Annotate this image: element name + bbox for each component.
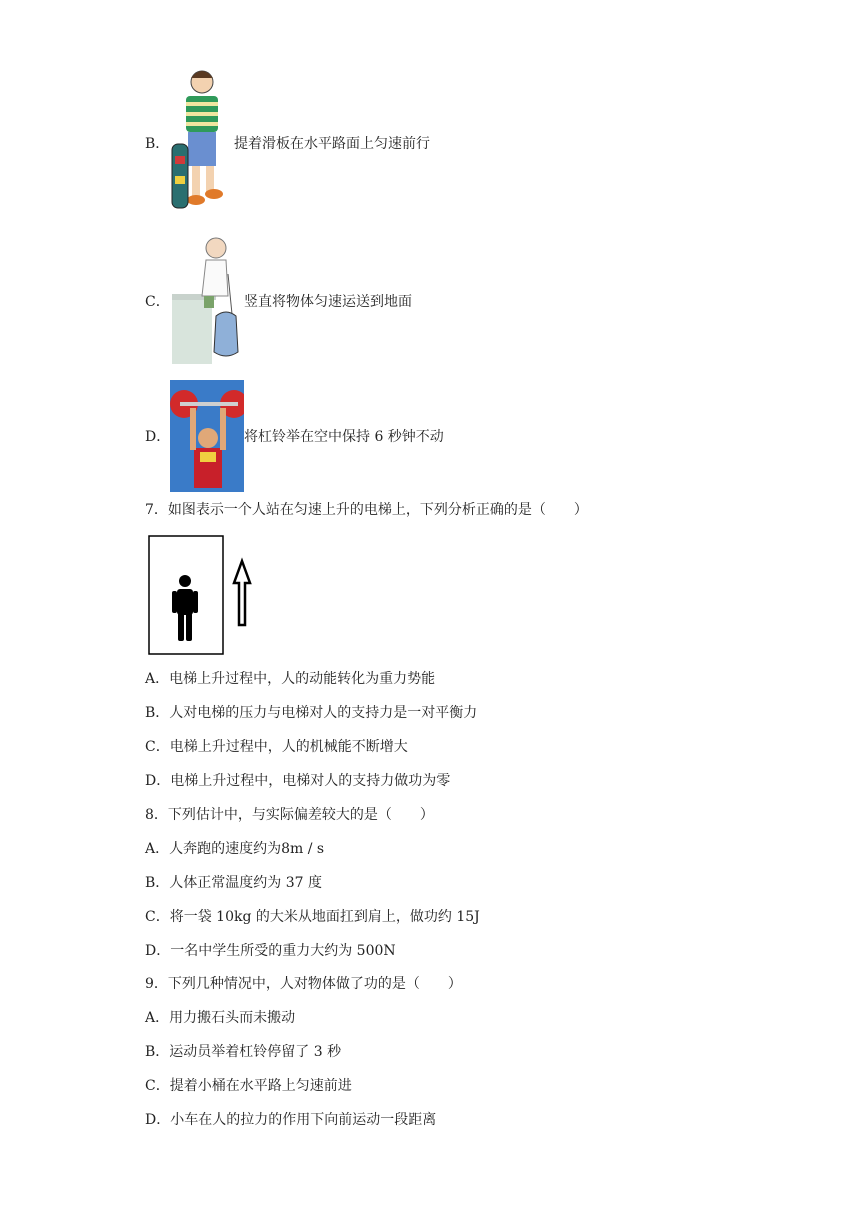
option-d: D．一名中学生所受的重力大约为 500N	[145, 943, 396, 959]
option-b: B．人体正常温度约为 37 度	[145, 875, 323, 891]
option-a: A．用力搬石头而未搬动	[145, 1010, 296, 1026]
elevator-figure	[148, 535, 258, 657]
option-c: C．将一袋 10kg 的大米从地面扛到肩上，做功约 15J	[145, 909, 480, 925]
up-arrow-icon	[234, 561, 250, 625]
option-text: 提着滑板在水平路面上匀速前行	[234, 136, 430, 152]
option-d: D．小车在人的拉力的作用下向前运动一段距离	[145, 1112, 437, 1128]
option-d: D．电梯上升过程中，电梯对人的支持力做功为零	[145, 773, 451, 789]
option-a: A．人奔跑的速度约为8m / s	[145, 841, 325, 857]
option-text: 竖直将物体匀速运送到地面	[244, 294, 412, 310]
option-label: C．	[145, 294, 170, 310]
question-stem: 8．下列估计中，与实际偏差较大的是（ ）	[145, 807, 434, 823]
option-label: B．	[145, 136, 170, 152]
option-label: D．	[145, 429, 171, 445]
question-stem: 9．下列几种情况中，人对物体做了功的是（ ）	[145, 976, 462, 992]
option-b: B．运动员举着杠铃停留了 3 秒	[145, 1044, 342, 1060]
question-stem: 7．如图表示一个人站在匀速上升的电梯上，下列分析正确的是（ ）	[145, 502, 588, 518]
old-man-lowering-bag-picture	[170, 234, 244, 368]
option-c: C．提着小桶在水平路上匀速前进	[145, 1078, 352, 1094]
option-b: B．人对电梯的压力与电梯对人的支持力是一对平衡力	[145, 705, 478, 721]
weightlifter-picture	[170, 380, 244, 492]
option-c: C．电梯上升过程中，人的机械能不断增大	[145, 739, 408, 755]
option-a: A．电梯上升过程中，人的动能转化为重力势能	[145, 671, 436, 687]
option-text: 将杠铃举在空中保持 6 秒钟不动	[244, 429, 444, 445]
person-icon	[172, 575, 198, 641]
boy-skateboard-picture	[168, 66, 232, 216]
